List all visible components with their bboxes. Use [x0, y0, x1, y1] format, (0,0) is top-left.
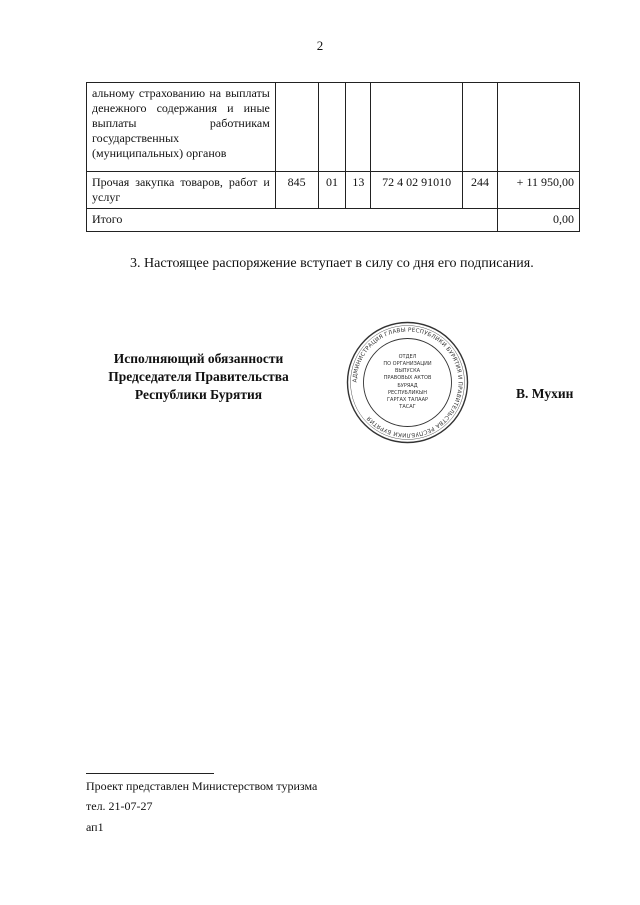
- signatory-position: [86, 350, 311, 404]
- table-row: [87, 172, 580, 209]
- row-subsection-code: [346, 83, 371, 172]
- row-description: Прочая закупка товаров, работ и услуг: [87, 172, 276, 209]
- svg-text:ПРАВОВЫХ АКТОВ: ПРАВОВЫХ АКТОВ: [383, 375, 432, 381]
- signatory-name: В. Мухин: [516, 386, 574, 401]
- svg-text:БУРЯАД: БУРЯАД: [397, 383, 418, 389]
- total-amount: 0,00: [497, 209, 579, 232]
- footer-phone: тел. 21-07-27: [86, 799, 153, 813]
- page-number: 2: [316, 38, 324, 53]
- table-total-row: [87, 209, 580, 232]
- total-label: Итого: [87, 209, 498, 232]
- effective-date-clause: 3. Настоящее распоряжение вступает в силу со дня его подписания.: [130, 256, 534, 271]
- row-expense-type: 244: [463, 172, 498, 209]
- footer-prepared-by: Проект представлен Министерством туризма: [86, 779, 318, 793]
- row-target-item: [371, 83, 463, 172]
- footer-code: ап1: [86, 820, 104, 834]
- seal-outer-text: АДМИНИСТРАЦИЯ ГЛАВЫ РЕСПУБЛИКИ БУРЯТИЯ И ПРАВИТЕЛЬСТВА РЕСПУБЛИКИ БУРЯТИЯ: [352, 327, 463, 438]
- official-seal: [345, 320, 470, 445]
- row-ministry-code: [275, 83, 318, 172]
- row-subsection-code: 13: [346, 172, 371, 209]
- footer-divider: [86, 773, 214, 774]
- seal-center-text: [383, 354, 432, 410]
- signatory-position-line: Исполняющий обязанности: [113, 351, 284, 366]
- budget-changes-table: [86, 82, 580, 232]
- row-section-code: [318, 83, 346, 172]
- svg-text:ПО ОРГАНИЗАЦИИ: ПО ОРГАНИЗАЦИИ: [383, 361, 432, 367]
- signatory-position-line: Республики Бурятия: [134, 387, 263, 402]
- row-expense-type: [463, 83, 498, 172]
- row-description: альному страхованию на выплаты денежного содержания и иные выплаты работникам государственных (муниципальных) органов: [87, 83, 276, 172]
- row-ministry-code: 845: [275, 172, 318, 209]
- row-section-code: 01: [318, 172, 346, 209]
- svg-text:ОТДЕЛ: ОТДЕЛ: [398, 354, 417, 360]
- row-amount: + 11 950,00: [497, 172, 579, 209]
- table-row: [87, 83, 580, 172]
- signatory-position-line: Председателя Правительства: [108, 369, 289, 384]
- row-amount: [497, 83, 579, 172]
- svg-text:ВЫПУСКА: ВЫПУСКА: [394, 368, 421, 374]
- svg-text:ТАСАГ: ТАСАГ: [399, 404, 416, 410]
- row-target-item: 72 4 02 91010: [371, 172, 463, 209]
- svg-text:ГАРГАХ ТАЛААР: ГАРГАХ ТАЛААР: [386, 397, 429, 403]
- svg-text:РЕСПУБЛИКЫН: РЕСПУБЛИКЫН: [387, 390, 428, 396]
